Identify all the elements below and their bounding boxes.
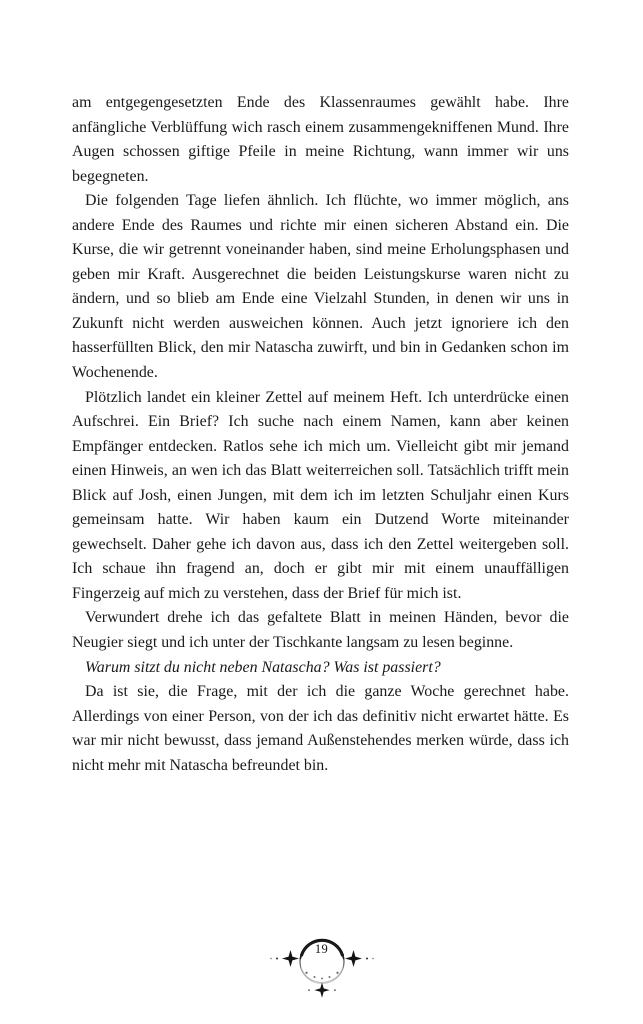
page-number: 19	[314, 941, 329, 956]
ornament-ring	[300, 940, 344, 984]
paragraph-3: Plötzlich landet ein kleiner Zettel auf meinem Heft. Ich unterdrücke einen Aufschrei. Ein Brief? Ich suche nach einem Namen, kann aber keinen Empfänger entdecken. Ratlos sehe ich mich um. Vielleicht gibt mir jemand einen Hinweis, an wen ich das Blatt weiterreichen soll. Tatsächlich trifft mein Blick auf Josh, einen Jungen, mit dem ich im letzten Schuljahr einen Kurs gemeinsam hatte. Wir haben kaum ein Dutzend Worte miteinander gewechselt. Daher gehe ich davon aus, dass ich den Zettel weitergeben soll. Ich schaue ihn fragend an, doch er gibt mir mit einem unauffälligen Fingerzeig auf mich zu verstehen, dass der Brief für mich ist.	[72, 388, 569, 602]
page-text-block	[72, 91, 569, 778]
circle-with-sparkles-ornament	[257, 912, 387, 998]
ornament-ring-feet	[305, 972, 338, 980]
paragraph-1: am entgegengesetzten Ende des Klassenraumes gewählt habe. Ihre anfängliche Verblüffung wich rasch einem zusammengekniffenen Mund. Ihre Augen schossen giftige Pfeile in meine Richtung, wann immer wir uns begegneten.	[72, 94, 569, 185]
paragraph-4: Verwundert drehe ich das gefaltete Blatt in meinen Händen, bevor die Neugier siegt und ich unter der Tischkante langsam zu lesen beginne.	[72, 609, 569, 652]
paragraph-2: Die folgenden Tage liefen ähnlich. Ich flüchte, wo immer möglich, ans andere Ende des Raumes und richte mir einen sicheren Abstand ein. Die Kurse, die wir getrennt voneinander haben, sind meine Erholungsphasen und geben mir Kraft. Ausgerechnet die beiden Leistungskurse waren nicht zu ändern, und so blieb am Ende eine Vielzahl Stunden, in denen wir uns in Zukunft nicht werden ausweichen können. Auch jetzt ignoriere ich den hasserfüllten Blick, den mir Natascha zuwirft, und bin in Gedanken schon im Wochenende.	[72, 192, 569, 382]
page-footer-folio	[0, 912, 643, 998]
sparkle-bottom-icon	[308, 983, 336, 998]
paragraph-5-note-italic: Warum sitzt du nicht neben Natascha? Was ist passiert?	[85, 658, 441, 676]
paragraph-6: Da ist sie, die Frage, mit der ich die ganze Woche gerechnet habe. Allerdings von einer Person, von der ich das definitiv nicht erwartet hätte. Es war mir nicht bewusst, dass jemand Außenstehendes merken würde, dass ich nicht mehr mit Natascha befreundet bin.	[72, 683, 569, 774]
folio-ornament-group	[257, 912, 387, 998]
sparkle-right-icon	[345, 950, 374, 967]
sparkle-left-icon	[270, 950, 299, 967]
